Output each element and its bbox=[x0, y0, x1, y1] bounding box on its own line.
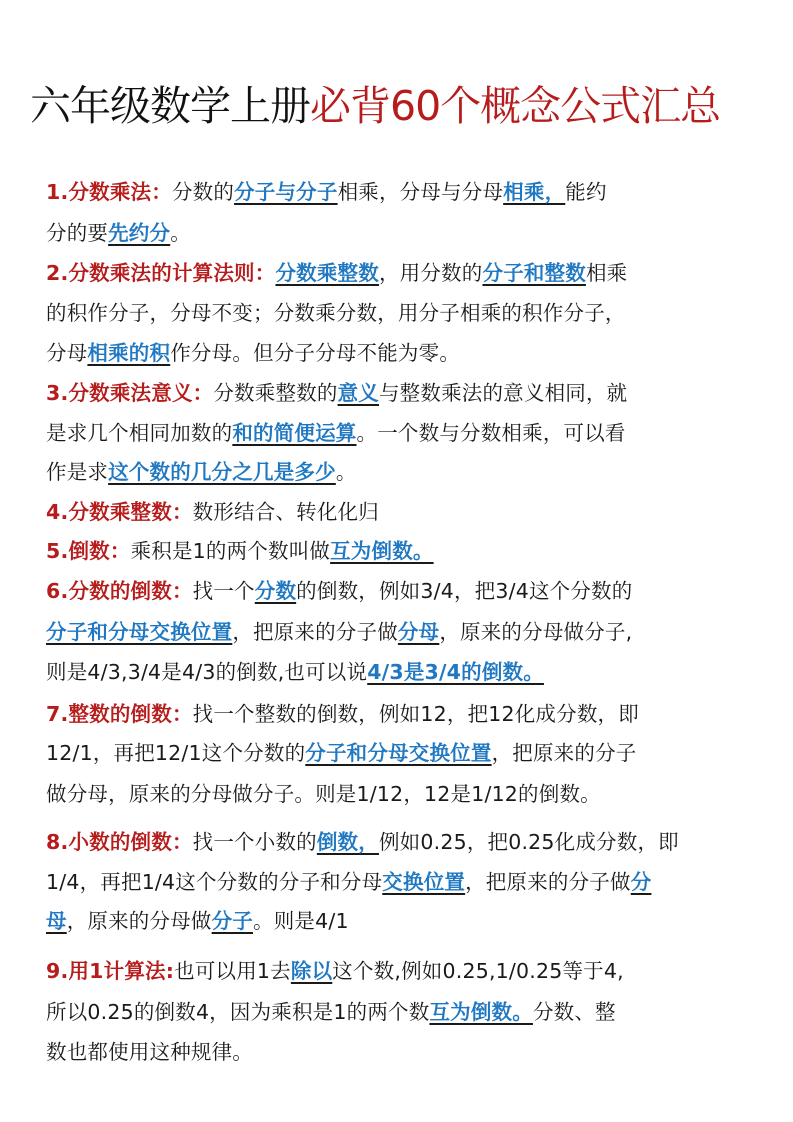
body-text: 数也都使用这种规律。 bbox=[46, 1040, 253, 1064]
highlighted-keyword: 分子 bbox=[211, 909, 254, 933]
text-line bbox=[46, 698, 639, 730]
body-text: 所以0.25的倒数4，因为乘积是1的两个数 bbox=[46, 1000, 430, 1024]
title-red-part: 必背60个概念公式汇总 bbox=[310, 82, 721, 130]
highlighted-keyword: 这个数的几分之几是多少 bbox=[108, 460, 336, 484]
title-black-part: 六年级数学上册 bbox=[30, 82, 310, 130]
highlighted-keyword: 分母 bbox=[397, 620, 440, 644]
body-text: ，用分数的 bbox=[378, 261, 483, 285]
body-text: ，原来的分母做 bbox=[66, 909, 212, 933]
highlighted-keyword: 分数 bbox=[254, 579, 297, 603]
body-text: 分母 bbox=[46, 341, 88, 365]
text-line bbox=[46, 575, 632, 607]
body-text: 相乘 bbox=[585, 261, 628, 285]
body-text: 数形结合、转化化归 bbox=[192, 500, 379, 524]
text-line bbox=[46, 297, 626, 329]
text-line bbox=[46, 826, 679, 858]
body-text: ，把原来的分子做 bbox=[465, 870, 631, 894]
text-line bbox=[46, 905, 349, 937]
concept-label: 5.倒数： bbox=[46, 539, 131, 563]
highlighted-keyword: 和的简便运算 bbox=[232, 421, 357, 445]
body-text: ，把原来的分子 bbox=[491, 741, 637, 765]
text-line bbox=[46, 535, 434, 567]
body-text: 作分母。但分子分母不能为零。 bbox=[170, 341, 461, 365]
body-text: 与整数乘法的意义相同，就 bbox=[378, 381, 628, 405]
highlighted-keyword: 分子和分母交换位置 bbox=[46, 620, 233, 644]
page-title bbox=[30, 78, 720, 134]
text-line bbox=[46, 616, 632, 648]
body-text: 。一个数与分数相乘，可以看 bbox=[356, 421, 626, 445]
body-text: 找一个小数的 bbox=[192, 830, 317, 854]
highlighted-keyword: 互为倒数。 bbox=[429, 1000, 533, 1024]
body-text: 12/1，再把12/1这个分数的 bbox=[46, 741, 306, 765]
text-line bbox=[46, 417, 626, 449]
highlighted-keyword: 交换位置 bbox=[382, 870, 466, 894]
text-line bbox=[46, 1036, 253, 1068]
body-text: 这个数,例如0.25,1/0.25等于4, bbox=[332, 959, 624, 983]
highlighted-keyword: 分子与分子 bbox=[234, 180, 338, 204]
body-text: 分数乘整数的 bbox=[213, 381, 338, 405]
body-text: 能约 bbox=[565, 180, 607, 204]
text-line bbox=[46, 217, 191, 249]
text-line bbox=[46, 456, 357, 488]
concept-label: 6.分数的倒数： bbox=[46, 579, 193, 603]
highlighted-keyword: 互为倒数。 bbox=[330, 539, 434, 563]
body-text: 。则是4/1 bbox=[253, 909, 349, 933]
body-text: 是求几个相同加数的 bbox=[46, 421, 233, 445]
highlighted-keyword: 除以 bbox=[290, 959, 333, 983]
text-line bbox=[46, 257, 627, 289]
text-line bbox=[46, 656, 544, 688]
highlighted-keyword: 分 bbox=[630, 870, 652, 894]
body-text: 的倒数，例如3/4，把3/4这个分数的 bbox=[296, 579, 633, 603]
body-text: 相乘，分母与分母 bbox=[337, 180, 504, 204]
highlighted-keyword: 4/3是3/4的倒数。 bbox=[367, 660, 544, 684]
text-line bbox=[46, 737, 637, 769]
highlighted-keyword: 分子和整数 bbox=[482, 261, 586, 285]
highlighted-keyword: 先约分 bbox=[108, 221, 171, 245]
body-text: ，把原来的分子做 bbox=[232, 620, 398, 644]
concept-label: 7.整数的倒数： bbox=[46, 702, 193, 726]
text-line bbox=[46, 496, 379, 528]
text-line bbox=[46, 996, 616, 1028]
concept-label: 3.分数乘法意义： bbox=[46, 381, 214, 405]
highlighted-keyword: 母 bbox=[46, 909, 67, 933]
body-text: 也可以用1去 bbox=[174, 959, 291, 983]
body-text: 1/4，再把1/4这个分数的分子和分母 bbox=[46, 870, 383, 894]
text-line bbox=[46, 866, 651, 898]
text-line bbox=[46, 778, 601, 810]
highlighted-keyword: 分数乘整数 bbox=[275, 261, 379, 285]
body-text: 乘积是1的两个数叫做 bbox=[130, 539, 331, 563]
body-text: 例如0.25，把0.25化成分数，即 bbox=[378, 830, 679, 854]
highlighted-keyword: 倒数， bbox=[316, 830, 379, 854]
body-text: 做分母，原来的分母做分子。则是1/12，12是1/12的倒数。 bbox=[46, 782, 601, 806]
body-text: ，原来的分母做分子, bbox=[439, 620, 633, 644]
text-line bbox=[46, 337, 460, 369]
body-text: 找一个整数的倒数，例如12，把12化成分数，即 bbox=[192, 702, 639, 726]
body-text: 分的要 bbox=[46, 221, 109, 245]
concept-label: 2.分数乘法的计算法则： bbox=[46, 261, 276, 285]
body-text: 。 bbox=[170, 221, 191, 245]
highlighted-keyword: 相乘， bbox=[503, 180, 566, 204]
highlighted-keyword: 相乘的积 bbox=[87, 341, 171, 365]
body-text: 分数、整 bbox=[532, 1000, 616, 1024]
highlighted-keyword: 意义 bbox=[337, 381, 379, 405]
body-text: 找一个 bbox=[192, 579, 255, 603]
body-text: 分数的 bbox=[171, 180, 235, 204]
highlighted-keyword: 分子和分母交换位置 bbox=[305, 741, 492, 765]
concept-label: 4.分数乘整数： bbox=[46, 500, 193, 524]
body-text: 的积作分子，分母不变；分数乘分数，用分子相乘的积作分子， bbox=[46, 301, 626, 325]
body-text: 则是4/3,3/4是4/3的倒数,也可以说 bbox=[46, 660, 368, 684]
text-line bbox=[46, 955, 624, 987]
text-line bbox=[46, 377, 627, 409]
body-text: 。 bbox=[335, 460, 357, 484]
concept-label: 1.分数乘法： bbox=[46, 180, 172, 204]
text-line bbox=[46, 176, 607, 208]
concept-label: 9.用1计算法: bbox=[46, 959, 175, 983]
body-text: 作是求 bbox=[46, 460, 109, 484]
concept-label: 8.小数的倒数： bbox=[46, 830, 193, 854]
